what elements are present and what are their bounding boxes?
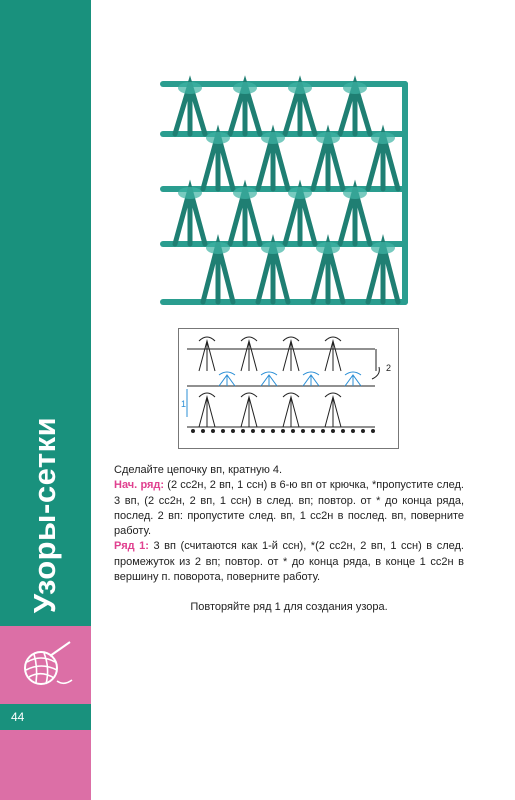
row-marker-2: 2 xyxy=(386,363,392,373)
start-row-paragraph xyxy=(114,478,464,539)
row-marker-1: 1 xyxy=(181,399,187,409)
repeat-note: Повторяйте ряд 1 для создания узора. xyxy=(190,601,388,613)
sidebar xyxy=(0,0,91,800)
intro-text: Сделайте цепочку вп, кратную 4. xyxy=(114,464,283,476)
start-row-label: Нач. ряд: xyxy=(114,479,165,492)
row1-paragraph xyxy=(114,539,464,585)
crochet-sample-photo xyxy=(155,74,411,308)
watermark: FashionForum.ru xyxy=(432,783,509,794)
chapter-title: Узоры-сетки xyxy=(27,416,62,614)
crochet-chart-drawing xyxy=(179,329,398,448)
row1-text: 3 вп (считаются как 1-й ссн), *(2 сс2н, 2 вп, 1 ссн) в след. промежуток из 2 вп; повтор. от * до конца ряда, в конце 1 сс2н в вершину п. поворота, поверните работу. xyxy=(114,540,464,584)
start-row-text: (2 сс2н, 2 вп, 1 ссн) в 6-ю вп от крючка, *пропустите след. 3 вп, (2 сс2н, 2 вп, 1 ссн) в след. вп; повтор. от * до конца ряда, послед. 2 вп: пропустите след. вп, 1 сс2н в послед. вп, поверните работу. xyxy=(114,479,464,538)
row1-label: Ряд 1: xyxy=(114,540,149,553)
instructions xyxy=(114,463,464,585)
crochet-chart xyxy=(178,328,399,449)
page-number: 44 xyxy=(11,710,25,724)
yarn-ball-icon xyxy=(14,640,74,690)
